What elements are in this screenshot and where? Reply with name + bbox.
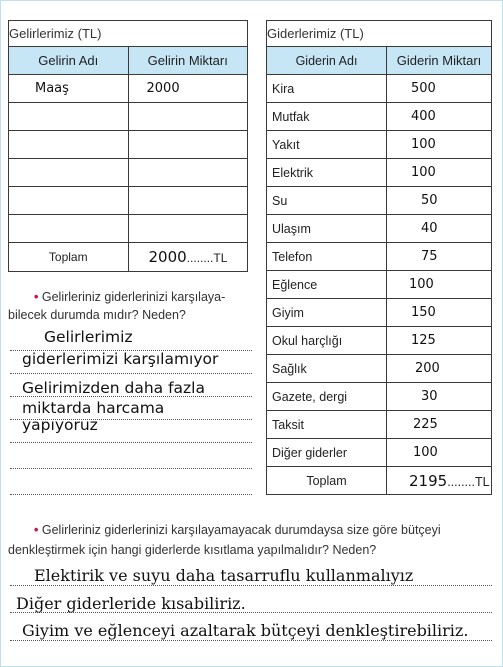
answer-line xyxy=(10,494,252,495)
expense-amount-cell[interactable]: 100 xyxy=(387,439,492,467)
expense-amount-cell[interactable]: 400 xyxy=(387,103,492,131)
table-row xyxy=(267,215,492,243)
expense-amount-cell[interactable]: 500 xyxy=(387,75,492,103)
expense-name-cell: Okul harçlığı xyxy=(267,327,387,355)
expense-amount-cell[interactable]: 125 xyxy=(387,327,492,355)
table-row xyxy=(267,243,492,271)
expense-col-name-header: Giderin Adı xyxy=(267,47,387,75)
expense-name-cell: Telefon xyxy=(267,243,387,271)
income-col-amount-header: Gelirin Miktarı xyxy=(128,47,248,75)
expense-name-cell: Mutfak xyxy=(267,103,387,131)
expense-amount-cell[interactable]: 200 xyxy=(387,355,492,383)
question-1-bullet: • xyxy=(34,290,39,304)
question-2-text: Gelirleriniz giderlerinizi karşılayamayacak durumdaysa size göre bütçeyi denkleştirmek için hangi giderlerde kısıtlama yapılmalıdır? Neden? xyxy=(8,523,441,557)
expense-name-cell: Diğer giderler xyxy=(267,439,387,467)
answer-2-line[interactable]: Diğer giderleride kısabiliriz. xyxy=(16,594,246,613)
expense-total-label: Toplam xyxy=(267,467,387,495)
income-amount-cell[interactable] xyxy=(128,215,248,243)
expense-amount-cell[interactable]: 75 xyxy=(387,243,492,271)
table-row xyxy=(9,131,248,159)
income-caption: Gelirlerimiz (TL) xyxy=(9,21,248,47)
expense-amount-cell[interactable]: 100 xyxy=(387,271,492,299)
expense-amount-cell[interactable]: 100 xyxy=(387,131,492,159)
table-row xyxy=(267,383,492,411)
income-amount-cell[interactable]: 2000 xyxy=(128,75,248,103)
expense-name-cell: Sağlık xyxy=(267,355,387,383)
answer-1-line[interactable]: yapıyoruz xyxy=(22,416,98,434)
income-total-value[interactable]: 2000 xyxy=(148,248,187,266)
table-row xyxy=(267,159,492,187)
table-row xyxy=(267,103,492,131)
answer-line xyxy=(10,468,252,469)
income-name-cell[interactable] xyxy=(9,103,129,131)
question-2 xyxy=(8,520,498,560)
expense-total-unit: TL xyxy=(474,474,490,489)
table-row xyxy=(267,271,492,299)
income-amount-cell[interactable] xyxy=(128,159,248,187)
expense-col-amount-header: Giderin Miktarı xyxy=(387,47,492,75)
table-row xyxy=(267,355,492,383)
table-row xyxy=(9,159,248,187)
income-total-cell xyxy=(128,243,248,272)
income-name-cell[interactable] xyxy=(9,215,129,243)
question-1-text: Gelirleriniz giderlerinizi karşılaya-bilecek durumda mıdır? Neden? xyxy=(8,290,226,322)
table-row xyxy=(9,187,248,215)
answer-1-line[interactable]: Gelirlerimiz xyxy=(44,328,133,346)
question-2-bullet: • xyxy=(34,523,39,537)
expense-table xyxy=(266,20,492,495)
answer-line xyxy=(10,373,252,374)
answer-line xyxy=(10,442,252,443)
answer-2-line[interactable]: Giyim ve eğlenceyi azaltarak bütçeyi denkleştirebiliriz. xyxy=(22,621,469,640)
expense-total-dots: ........ xyxy=(447,474,475,489)
income-total-label: Toplam xyxy=(9,243,129,272)
expense-name-cell: Su xyxy=(267,187,387,215)
expense-caption: Giderlerimiz (TL) xyxy=(267,21,492,47)
expense-amount-cell[interactable]: 225 xyxy=(387,411,492,439)
income-name-cell[interactable] xyxy=(9,159,129,187)
table-row xyxy=(267,131,492,159)
table-row xyxy=(267,411,492,439)
expense-name-cell: Giyim xyxy=(267,299,387,327)
income-name-cell[interactable]: Maaş xyxy=(9,75,129,103)
income-amount-cell[interactable] xyxy=(128,103,248,131)
table-row xyxy=(267,299,492,327)
income-total-dots: ........ xyxy=(186,251,214,265)
table-row xyxy=(267,327,492,355)
answer-1-line[interactable]: miktarda harcama xyxy=(22,399,165,417)
answer-2-line[interactable]: Elektirik ve suyu daha tasarruflu kullanmalıyız xyxy=(34,566,414,585)
expense-name-cell: Ulaşım xyxy=(267,215,387,243)
answer-line xyxy=(10,585,492,586)
income-name-cell[interactable] xyxy=(9,187,129,215)
expense-total-cell xyxy=(387,467,492,495)
question-1 xyxy=(8,288,256,324)
table-row xyxy=(9,103,248,131)
table-row xyxy=(9,215,248,243)
table-row xyxy=(9,75,248,103)
income-table xyxy=(8,20,248,272)
answer-1-line[interactable]: Gelirimizden daha fazla xyxy=(22,379,205,397)
income-amount-cell[interactable] xyxy=(128,131,248,159)
expense-amount-cell[interactable]: 40 xyxy=(387,215,492,243)
income-total-unit: TL xyxy=(213,251,228,265)
expense-amount-cell[interactable]: 30 xyxy=(387,383,492,411)
income-name-cell[interactable] xyxy=(9,131,129,159)
expense-amount-cell[interactable]: 100 xyxy=(387,159,492,187)
expense-name-cell: Taksit xyxy=(267,411,387,439)
expense-amount-cell[interactable]: 150 xyxy=(387,299,492,327)
table-row xyxy=(267,187,492,215)
expense-name-cell: Eğlence xyxy=(267,271,387,299)
answer-line xyxy=(10,640,492,641)
table-row xyxy=(267,75,492,103)
expense-total-value[interactable]: 2195 xyxy=(409,471,448,490)
expense-name-cell: Gazete, dergi xyxy=(267,383,387,411)
expense-name-cell: Elektrik xyxy=(267,159,387,187)
income-col-name-header: Gelirin Adı xyxy=(9,47,129,75)
income-amount-cell[interactable] xyxy=(128,187,248,215)
answer-1-line[interactable]: giderlerimizi karşılamıyor xyxy=(22,350,219,368)
table-row xyxy=(267,439,492,467)
expense-name-cell: Kira xyxy=(267,75,387,103)
expense-name-cell: Yakıt xyxy=(267,131,387,159)
expense-amount-cell[interactable]: 50 xyxy=(387,187,492,215)
